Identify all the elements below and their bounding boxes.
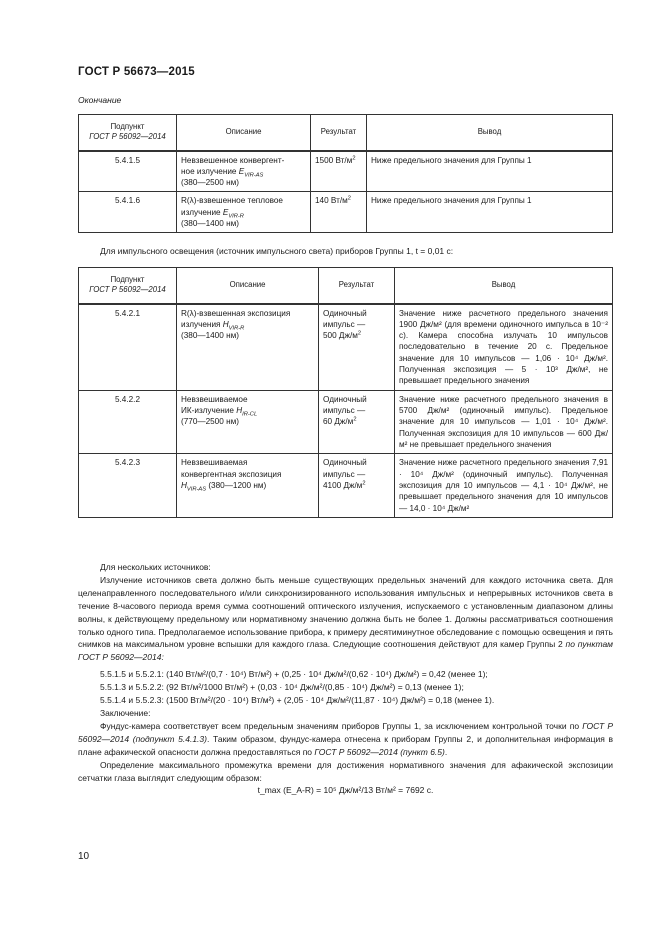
table-row — [79, 192, 613, 233]
conclusion-cell: Ниже предельного значения для Группы 1 — [367, 151, 613, 192]
column-header-conclusion: Вывод — [367, 115, 613, 151]
result-cell: 1500 $Вт/м^2$ — [311, 151, 367, 192]
paragraph: Для нескольких источников: — [100, 562, 211, 572]
clause-cell: 5.4.2.2 — [79, 390, 177, 454]
description-cell: R(λ)-взвешенное тепловое излучение $E_{VIR-R}$ (380—1400 нм) — [177, 192, 311, 233]
paragraph: Излучение источников света должно быть меньше существующих предельных значений для каждого источника света. Для целенаправленного последовательного и/или синхронизированного использования импульсных и непрерывных источников света в течение 8-часового периода время сумма соотношений оптического излучения, испускаемого с установленным диапазоном длины волны, к действующему предельному или нормативному значению должна быть не более 1. Должны рассматриваться соотношения только одного типа. Предполагаемое использование прибора, к примеру десятиминутное обследование с помощью освещения и пять снимков на максимальном уровне вспышки для каждого глаза. Следующие соотношения действуют для камер Группы 2 по пунктам ГОСТ Р 56092—2014: — [78, 574, 613, 663]
table-header-row — [79, 115, 613, 151]
equation-line: 5.5.1.5 и 5.5.2.1: (140 Вт/м²/(0,7 · 10⁴) Вт/м²) + (0,25 · 10⁴ Дж/м²/(0,62 · 10⁴) Дж/м²) = 0,42 (менее 1); — [100, 669, 488, 680]
column-header-clause: Подпункт ГОСТ Р 56092—2014 — [79, 268, 177, 304]
clause-cell: 5.4.2.1 — [79, 304, 177, 391]
result-cell: Одиночный импульс — 4100 $Дж/м^2$ — [319, 454, 395, 518]
table-row — [79, 304, 613, 391]
column-header-clause: Подпункт ГОСТ Р 56092—2014 — [79, 115, 177, 151]
results-table-pulsed — [78, 267, 613, 518]
results-table-continuous — [78, 114, 613, 233]
paragraph: Фундус-камера соответствует всем предельным значениям приборов Группы 1, за исключением контрольной точки по ГОСТ Р 56092—2014 (подпункт 5.4.1.3). Таким образом, фундус-камера отнесена к приборам Группы 2, и дополнительная информация в плане афакической опасности должна предоставляться по ГОСТ Р 56092—2014 (пункт 6.5). — [78, 720, 614, 757]
column-header-result: Результат — [319, 268, 395, 304]
page-number: 10 — [78, 851, 90, 862]
column-header-description: Описание — [177, 268, 319, 304]
document-header: ГОСТ Р 56673—2015 — [78, 66, 195, 78]
description-cell: Невзвешиваемая конвергентная экспозиция $H_{VIR-AS}$ (380—1200 нм) — [177, 454, 319, 518]
description-cell: Невзвешенное конвергент- ное излучение $E_{VIR-AS}$ (380—2500 нм) — [177, 151, 311, 192]
table-row — [79, 151, 613, 192]
body-text — [78, 561, 613, 797]
clause-cell: 5.4.1.6 — [79, 192, 177, 233]
result-cell: 140 $Вт/м^2$ — [311, 192, 367, 233]
result-cell: Одиночный импульс — 500 $Дж/м^2$ — [319, 304, 395, 391]
paragraph: Определение максимального промежутка времени для достижения нормативного значения для афакической экспозиции сетчатки глаза выглядит следующим образом: — [78, 759, 613, 783]
pulse-intro: Для импульсного освещения (источник импульсного света) приборов Группы 1, t = 0,01 с: — [100, 246, 454, 256]
column-header-result: Результат — [311, 115, 367, 151]
paragraph: Заключение: — [100, 707, 151, 718]
table-row — [79, 390, 613, 454]
conclusion-cell: Значение ниже расчетного предельного значения 7,91 · 10⁴ Дж/м² (одиночный импульс). Полученная экспозиция для 10 импульсов — 4,1 · 10⁴ Дж/м², не превышает предельного значения для 10 импульсов — 14,0 · 10⁴ Дж/м² — [395, 454, 613, 518]
column-header-conclusion: Вывод — [395, 268, 613, 304]
clause-cell: 5.4.2.3 — [79, 454, 177, 518]
clause-cell: 5.4.1.5 — [79, 151, 177, 192]
table-header-row — [79, 268, 613, 304]
equation-line: 5.5.1.3 и 5.5.2.2: (92 Вт/м²/1000 Вт/м²) + (0,03 · 10⁴ Дж/м²/(0,85 · 10⁴) Дж/м²) = 0,13 (менее 1); — [100, 682, 464, 693]
column-header-description: Описание — [177, 115, 311, 151]
table-row — [79, 454, 613, 518]
table-continuation-label: Окончание — [78, 95, 122, 105]
equation-line: 5.5.1.4 и 5.5.2.3: (1500 Вт/м²/(20 · 10⁴) Вт/м²) + (2,05 · 10⁴ Дж/м²/(11,87 · 10⁴) Дж/м²) = 0,18 (менее 1). — [100, 695, 495, 706]
formula: t_max (E_A-R) = 10⁵ Дж/м²/13 Вт/м² = 7692 с. — [257, 785, 434, 796]
conclusion-cell: Значение ниже расчетного предельного значения 1900 Дж/м² (для времени одиночного импульса в 10⁻² с). Камера способна излучать 10 импульсов последовательно в течение 20 с. Предельное значение для 10 импульсов — 1,06 · 10⁴ Дж/м². Полученная экспозиция — 5 · 10³ Дж/м², не превышает предельного значения — [395, 304, 613, 391]
description-cell: R(λ)-взвешенная экспозиция излучения $H_{VIR-R}$ (380—1400 нм) — [177, 304, 319, 391]
result-cell: Одиночный импульс — 60 $Дж/м^2$ — [319, 390, 395, 454]
conclusion-cell: Значение ниже расчетного предельного значения в 5700 Дж/м² (одиночный импульс). Предельное значение для 10 импульсов — 1,01 · 10⁴ Дж/м². Полученная экспозиция для 10 импульсов — 600 Дж/м² не превышает предельного значения — [395, 390, 613, 454]
conclusion-cell: Ниже предельного значения для Группы 1 — [367, 192, 613, 233]
description-cell: Невзвешиваемое ИК-излучение $H_{IR-CL}$ (770—2500 нм) — [177, 390, 319, 454]
